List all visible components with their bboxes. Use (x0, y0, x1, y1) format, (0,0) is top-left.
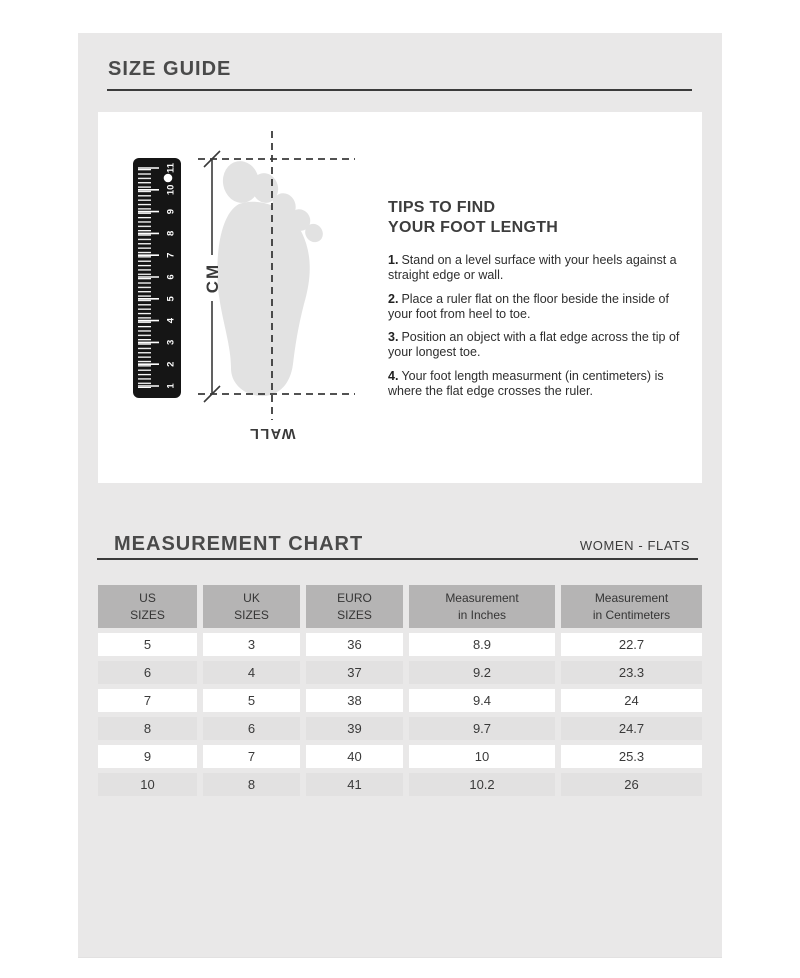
table-cell: 6 (98, 661, 197, 684)
table-cell: 40 (306, 745, 403, 768)
tip-step-number: 1. (388, 253, 399, 267)
table-cell: 7 (98, 689, 197, 712)
tip-step (388, 292, 680, 323)
table-cell: 24 (561, 689, 702, 712)
foot-measure-illustration (105, 128, 385, 458)
header-line: UK (243, 591, 260, 606)
table-cell: 37 (306, 661, 403, 684)
table-cell: 26 (561, 773, 702, 796)
ruler (133, 158, 181, 398)
table-cell: 25.3 (561, 745, 702, 768)
tip-step-number: 2. (388, 291, 399, 306)
cm-dimension-label: CM (203, 262, 222, 294)
ruler-number: 2 (165, 361, 177, 367)
table-cell: 36 (306, 633, 403, 656)
table-cell: 24.7 (561, 717, 702, 740)
tip-step-number: 3. (388, 330, 399, 344)
tip-step-text: Position an object with a flat edge across the tip of your longest toe. (388, 330, 680, 360)
table-cell: 9.4 (409, 689, 555, 712)
table-cell: 10.2 (409, 773, 555, 796)
ruler-number: 8 (165, 230, 177, 237)
tips-section (388, 198, 680, 407)
illustration-card (98, 112, 702, 483)
table-cell: 22.7 (561, 633, 702, 656)
column-header-uk (203, 585, 300, 628)
tips-heading-line1: TIPS TO FIND (388, 199, 496, 216)
table-cell: 8 (203, 773, 300, 796)
header-line: SIZES (130, 607, 165, 622)
ruler-number: 5 (165, 296, 177, 302)
tip-step-text: Place a ruler flat on the floor beside the inside of your foot from heel to toe. (388, 291, 669, 321)
ruler-number: 7 (165, 252, 177, 258)
table-cell: 9.7 (409, 717, 555, 740)
tip-step (388, 253, 680, 284)
tip-step-number: 4. (388, 368, 399, 383)
header-line: US (139, 591, 156, 606)
tip-step-text: Stand on a level surface with your heels against a straight edge or wall. (388, 253, 677, 283)
ruler-number: 11 (165, 162, 177, 174)
column-header-us (98, 585, 197, 628)
column-header-centimeters (561, 585, 702, 628)
ruler-number: 10 (165, 184, 177, 196)
tip-step-text: Your foot length measurment (in centimeters) is where the flat edge crosses the ruler. (388, 368, 664, 398)
column-header-inches (409, 585, 555, 628)
table-cell: 4 (203, 661, 300, 684)
page-title: SIZE GUIDE (108, 58, 232, 80)
title-underline (107, 89, 692, 91)
ruler-minor-ticks (138, 169, 151, 388)
table-cell: 6 (203, 717, 300, 740)
header-line: SIZES (234, 607, 269, 622)
tips-heading (388, 198, 680, 238)
ruler-number: 6 (165, 274, 177, 280)
header-line: SIZES (337, 607, 372, 622)
table-cell: 10 (409, 745, 555, 768)
table-cell: 39 (306, 717, 403, 740)
tips-heading-line2: YOUR FOOT LENGTH (388, 219, 559, 236)
header-line: in Inches (457, 607, 507, 622)
ruler-number: 3 (165, 339, 177, 346)
table-cell: 23.3 (561, 661, 702, 684)
table-cell: 7 (203, 745, 300, 768)
table-cell: 8 (98, 717, 197, 740)
measurement-chart-header (114, 533, 690, 556)
chart-title-underline (97, 558, 698, 560)
header-line: Measurement (445, 591, 519, 606)
header-line: in Centimeters (592, 607, 671, 622)
table-cell: 9.2 (409, 661, 555, 684)
ruler-number: 1 (165, 383, 177, 389)
header-line: EURO (337, 591, 372, 606)
size-table (98, 585, 702, 796)
table-cell: 38 (306, 689, 403, 712)
table-cell: 8.9 (409, 633, 555, 656)
table-cell: 5 (98, 633, 197, 656)
table-cell: 3 (203, 633, 300, 656)
tip-step (388, 330, 680, 361)
table-cell: 10 (98, 773, 197, 796)
measurement-chart-title: MEASUREMENT CHART (114, 533, 364, 555)
wall-label: WALL (248, 425, 296, 441)
foot-sole (217, 202, 309, 396)
size-guide-panel (78, 33, 722, 958)
column-header-euro (306, 585, 403, 628)
ruler-hole (164, 174, 173, 183)
ruler-number: 4 (165, 317, 177, 324)
ruler-number: 9 (165, 208, 177, 215)
table-cell: 5 (203, 689, 300, 712)
header-line: Measurement (594, 591, 669, 606)
table-cell: 41 (306, 773, 403, 796)
table-cell: 9 (98, 745, 197, 768)
tip-step (388, 369, 680, 400)
chart-category-label: WOMEN - FLATS (579, 538, 690, 553)
tips-steps (388, 253, 680, 399)
